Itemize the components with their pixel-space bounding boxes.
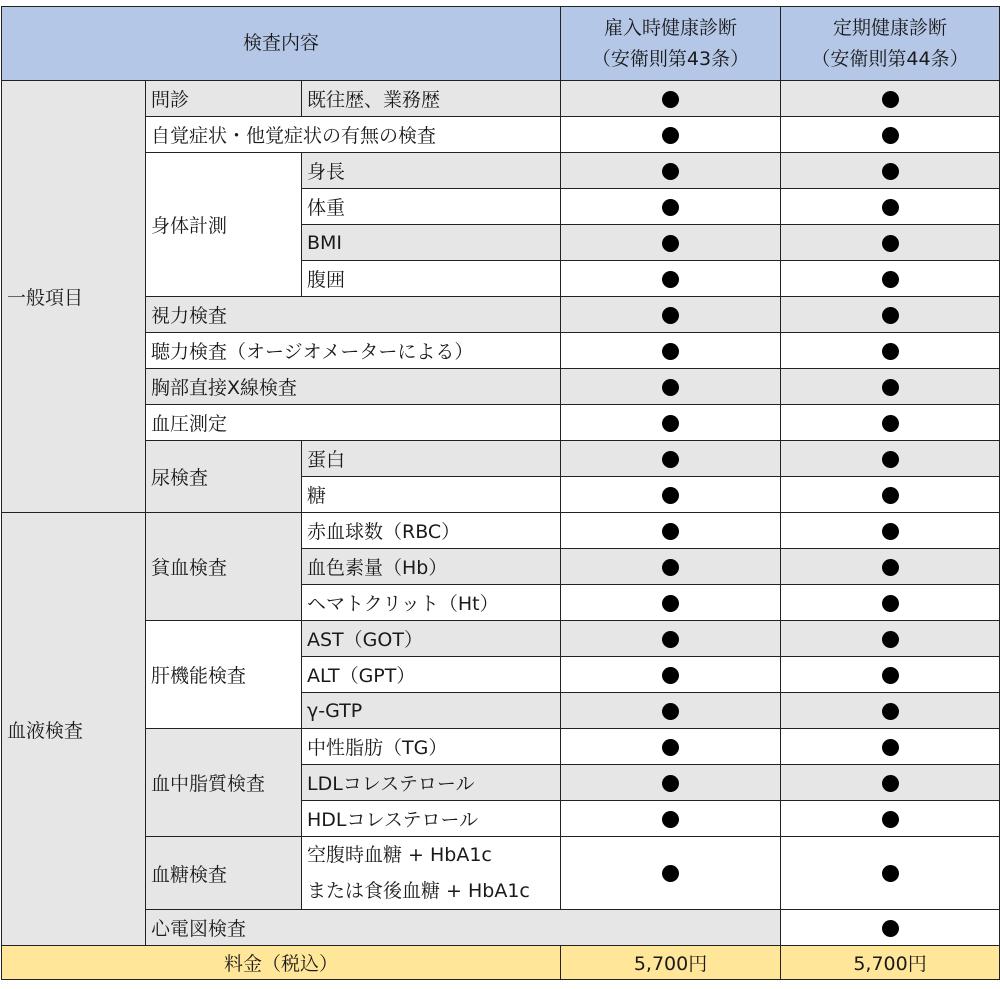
- required-dot-icon: [662, 235, 679, 252]
- sub-glucose: [302, 837, 561, 910]
- required-dot-icon: [662, 775, 679, 792]
- fee-label: 料金（税込）: [2, 946, 561, 980]
- mark-periodic: [781, 81, 1000, 117]
- mark-periodic: [781, 585, 1000, 621]
- mark-periodic: [781, 621, 1000, 657]
- mark-periodic: [781, 657, 1000, 693]
- fee-periodic: 5,700円: [781, 946, 1000, 980]
- table-row: [2, 297, 1000, 333]
- mark-periodic: [781, 189, 1000, 225]
- mark-periodic: [781, 513, 1000, 549]
- mark-hire: [561, 729, 781, 765]
- required-dot-icon: [882, 667, 899, 684]
- table-row: [2, 837, 1000, 910]
- required-dot-icon: [662, 415, 679, 432]
- table-row: [2, 513, 1000, 549]
- header-content: 検査内容: [2, 7, 561, 81]
- mark-hire: [561, 405, 781, 441]
- required-dot-icon: [882, 739, 899, 756]
- required-dot-icon: [882, 271, 899, 288]
- required-dot-icon: [882, 865, 899, 882]
- item-lipid: 血中脂質検査: [146, 729, 302, 837]
- header-periodic: [781, 7, 1000, 81]
- fee-hire: 5,700円: [561, 946, 781, 980]
- table-row: [2, 621, 1000, 657]
- mark-periodic: [781, 441, 1000, 477]
- required-dot-icon: [882, 343, 899, 360]
- required-dot-icon: [882, 163, 899, 180]
- item-liver: 肝機能検査: [146, 621, 302, 729]
- item-xray: 胸部直接X線検査: [146, 369, 561, 405]
- mark-periodic: [781, 261, 1000, 297]
- table-row: [2, 729, 1000, 765]
- required-dot-icon: [882, 451, 899, 468]
- table-row: [2, 369, 1000, 405]
- sub-rbc: 赤血球数（RBC）: [302, 513, 561, 549]
- mark-periodic: [781, 729, 1000, 765]
- required-dot-icon: [882, 307, 899, 324]
- mark-hire: [561, 585, 781, 621]
- mark-hire: [561, 549, 781, 585]
- mark-hire: [561, 621, 781, 657]
- mark-hire: [561, 297, 781, 333]
- mark-periodic: [781, 369, 1000, 405]
- sub-ast: AST（GOT）: [302, 621, 561, 657]
- required-dot-icon: [662, 451, 679, 468]
- mark-periodic: [781, 693, 1000, 729]
- sub-hdl: HDLコレステロール: [302, 801, 561, 837]
- table-row: [2, 333, 1000, 369]
- required-dot-icon: [662, 91, 679, 108]
- required-dot-icon: [662, 595, 679, 612]
- header-row: [2, 7, 1000, 81]
- mark-hire: [561, 513, 781, 549]
- sub-tg: 中性脂肪（TG）: [302, 729, 561, 765]
- mark-hire: [561, 81, 781, 117]
- sub-protein: 蛋白: [302, 441, 561, 477]
- required-dot-icon: [882, 559, 899, 576]
- mark-hire: [561, 189, 781, 225]
- required-dot-icon: [662, 559, 679, 576]
- mark-hire: [561, 261, 781, 297]
- mark-hire: [561, 837, 781, 910]
- required-dot-icon: [882, 595, 899, 612]
- sub-hb: 血色素量（Hb）: [302, 549, 561, 585]
- required-dot-icon: [882, 487, 899, 504]
- item-hearing: 聴力検査（オージオメーターによる）: [146, 333, 561, 369]
- required-dot-icon: [662, 703, 679, 720]
- item-body-measurement: 身体計測: [146, 153, 302, 297]
- mark-periodic: [781, 297, 1000, 333]
- mark-hire: [561, 153, 781, 189]
- required-dot-icon: [662, 487, 679, 504]
- item-urine: 尿検査: [146, 441, 302, 513]
- mark-hire: [561, 693, 781, 729]
- health-check-table: [1, 6, 1000, 980]
- header-hire-line1: 雇入時健康診断: [604, 16, 738, 39]
- table-row: [2, 910, 1000, 946]
- group-ecg: 心電図検査: [146, 910, 781, 946]
- sub-height: 身長: [302, 153, 561, 189]
- required-dot-icon: [662, 127, 679, 144]
- item-vision: 視力検査: [146, 297, 561, 333]
- required-dot-icon: [882, 127, 899, 144]
- sub-sugar: 糖: [302, 477, 561, 513]
- mark-hire: [561, 225, 781, 261]
- required-dot-icon: [662, 379, 679, 396]
- sub-history: 既往歴、業務歴: [302, 81, 561, 117]
- required-dot-icon: [882, 631, 899, 648]
- required-dot-icon: [882, 379, 899, 396]
- sub-weight: 体重: [302, 189, 561, 225]
- required-dot-icon: [882, 91, 899, 108]
- table-row: [2, 441, 1000, 477]
- required-dot-icon: [662, 271, 679, 288]
- table-row: [2, 117, 1000, 153]
- required-dot-icon: [662, 199, 679, 216]
- mark-hire: [561, 441, 781, 477]
- sub-glucose-line1: 空腹時血糖 + HbA1c: [307, 844, 492, 866]
- item-interview: 問診: [146, 81, 302, 117]
- group-blood: 血液検査: [2, 513, 146, 946]
- table-row: [2, 405, 1000, 441]
- item-glucose: 血糖検査: [146, 837, 302, 910]
- required-dot-icon: [882, 811, 899, 828]
- required-dot-icon: [662, 739, 679, 756]
- sub-alt: ALT（GPT）: [302, 657, 561, 693]
- required-dot-icon: [662, 811, 679, 828]
- sub-ht: ヘマトクリット（Ht）: [302, 585, 561, 621]
- required-dot-icon: [882, 415, 899, 432]
- mark-periodic: [781, 405, 1000, 441]
- mark-periodic: [781, 801, 1000, 837]
- item-anemia: 貧血検査: [146, 513, 302, 621]
- required-dot-icon: [882, 523, 899, 540]
- sub-ggtp: γ-GTP: [302, 693, 561, 729]
- required-dot-icon: [662, 631, 679, 648]
- mark-periodic: [781, 225, 1000, 261]
- sub-bmi: BMI: [302, 225, 561, 261]
- header-hire-line2: （安衛則第43条）: [591, 47, 750, 70]
- mark-periodic: [781, 477, 1000, 513]
- required-dot-icon: [662, 523, 679, 540]
- required-dot-icon: [882, 703, 899, 720]
- group-general: 一般項目: [2, 81, 146, 513]
- item-symptoms: 自覚症状・他覚症状の有無の検査: [146, 117, 561, 153]
- required-dot-icon: [662, 307, 679, 324]
- mark-periodic: [781, 549, 1000, 585]
- header-periodic-line2: （安衛則第44条）: [811, 47, 969, 70]
- table-row: [2, 153, 1000, 189]
- header-hire: [561, 7, 781, 81]
- mark-hire: [561, 477, 781, 513]
- fee-row: [2, 946, 1000, 980]
- mark-hire: [561, 765, 781, 801]
- mark-hire: [561, 369, 781, 405]
- required-dot-icon: [662, 667, 679, 684]
- item-blood-pressure: 血圧測定: [146, 405, 561, 441]
- mark-hire: [781, 910, 1000, 946]
- required-dot-icon: [662, 163, 679, 180]
- sub-ldl: LDLコレステロール: [302, 765, 561, 801]
- mark-periodic: [781, 837, 1000, 910]
- required-dot-icon: [882, 775, 899, 792]
- table-row: [2, 81, 1000, 117]
- mark-periodic: [781, 765, 1000, 801]
- mark-hire: [561, 657, 781, 693]
- mark-periodic: [781, 117, 1000, 153]
- mark-periodic: [781, 333, 1000, 369]
- mark-hire: [561, 333, 781, 369]
- sub-waist: 腹囲: [302, 261, 561, 297]
- required-dot-icon: [882, 235, 899, 252]
- required-dot-icon: [882, 920, 899, 937]
- mark-periodic: [781, 153, 1000, 189]
- required-dot-icon: [882, 199, 899, 216]
- mark-hire: [561, 801, 781, 837]
- required-dot-icon: [662, 343, 679, 360]
- mark-hire: [561, 117, 781, 153]
- sub-glucose-line2: または食後血糖 + HbA1c: [307, 880, 530, 902]
- required-dot-icon: [662, 865, 679, 882]
- header-periodic-line1: 定期健康診断: [833, 16, 948, 39]
